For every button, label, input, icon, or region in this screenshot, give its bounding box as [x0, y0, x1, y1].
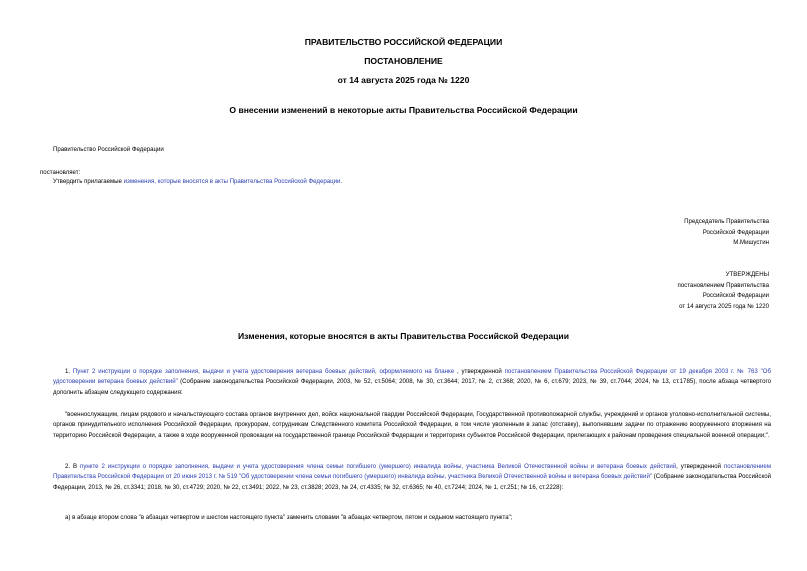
signature-name: М.Мишустин [733, 239, 769, 246]
preamble-item-prefix: Утвердить прилагаемые [53, 178, 124, 185]
item-1-instruction-link[interactable]: Пункт 2 инструкции о порядке заполнения, выдачи и учета удостоверения ветерана боевых действий, оформляемого на бланке [72, 368, 455, 375]
approval-date: от 14 августа 2025 года № 1220 [679, 302, 769, 310]
approval-by: постановлением Правительства [677, 281, 769, 289]
preamble-item-suffix: . [340, 178, 343, 185]
item-1-number: 1. [65, 368, 73, 375]
approval-block [677, 270, 769, 312]
item-2-text-2: (Собрание законодательства Российской Федерации, 2013, № 26, ст.3341; 2018, № 30, ст.4729; 2020, № 22, ст.3491; 2022, № 23, ст.3828; 2023, № 24, ст.4335; № 32, ст.6365; № 40, ст.7244; 2024, № 1, ст.251; № 16, ст.2228): [53, 473, 771, 491]
changes-title: Изменения, которые вносятся в акты Правительства Российской Федерации [237, 331, 569, 341]
preamble-item [53, 177, 342, 187]
approval-heading: УТВЕРЖДЕНЫ [725, 271, 769, 278]
item-1-text-2: (Собрание законодательства Российской Федерации, 2003, № 52, ст.5064; 2008, № 30, ст.3644; 2017, № 2, ст.368; 2020, № 6, ст.679; 2023, № 39, ст.7044; 2024, № 13, ст.1785), после абзаца четвертого дополнить абзацем следующего содержания: [53, 378, 771, 396]
signature-country: Российской Федерации [702, 228, 769, 236]
changes-link[interactable]: изменения, которые вносятся в акты Правительства Российской Федерации [123, 178, 341, 185]
signature-block [684, 217, 769, 249]
document-type: ПОСТАНОВЛЕНИЕ [364, 56, 443, 66]
change-item-1-quote: "военнослужащим, лицам рядового и начальствующего состава органов внутренних дел, войск национальной гвардии Российской Федерации, Государственной противопожарной службы, учреждений и органов уголовно-исполнительной системы, органов принудительного исполнения Российской Федерации, прокурорам, сотрудникам Следственного комитета Российской Федерации, в том числе уволенным в запас (отставку), выполнявшим задачи по отражению вооруженного вторжения на территорию Российской Федерации, а также в ходе вооруженной провокации на государственной границе Российской Федерации и территориях субъектов Российской Федерации, прилегающих к районам проведения специальной военной операции;". [53, 411, 771, 439]
approval-country: Российской Федерации [702, 292, 769, 299]
change-item-2 [53, 462, 771, 493]
item-1-resolution-link[interactable]: постановлением Правительства Российской Федерации от 19 декабря 2003 г. № 763 "Об удостоверении ветерана боевых действий" [53, 368, 771, 386]
item-2-text-1: , утвержденной [676, 463, 724, 470]
document-title: О внесении изменений в некоторые акты Правительства Российской Федерации [229, 105, 578, 115]
item-2-instruction-link[interactable]: пункте 2 инструкции о порядке заполнения, выдачи и учета удостоверения члена семьи погибшего (умершего) инвалида войны, участника Великой Отечественной войны и ветерана боевых действий [80, 463, 677, 470]
change-item-2-sub-a: а) в абзаце втором слова "в абзацах четвертом и шестом настоящего пункта" заменить словами "в абзацах четвертом, пятом и седьмом настоящего пункта"; [65, 514, 513, 521]
government-heading: ПРАВИТЕЛЬСТВО РОССИЙСКОЙ ФЕДЕРАЦИИ [304, 37, 503, 47]
signature-position: Председатель Правительства [684, 218, 769, 225]
item-1-text-1: , утвержденной [454, 368, 505, 375]
item-2-text-0: В [73, 463, 81, 470]
change-item-1 [53, 367, 771, 398]
item-2-resolution-link[interactable]: постановлением Правительства Российской Федерации от 20 июня 2013 г. № 519 "Об удостоверении члена семьи погибшего (умершего) инвалида войны, участника Великой Отечественной войны и ветерана боевых действий" [53, 463, 771, 481]
preamble-decides: постановляет: [40, 169, 81, 176]
item-2-number: 2. [65, 463, 74, 470]
document-date-number: от 14 августа 2025 года № 1220 [337, 75, 470, 85]
preamble-subject: Правительство Российской Федерации [53, 146, 164, 153]
